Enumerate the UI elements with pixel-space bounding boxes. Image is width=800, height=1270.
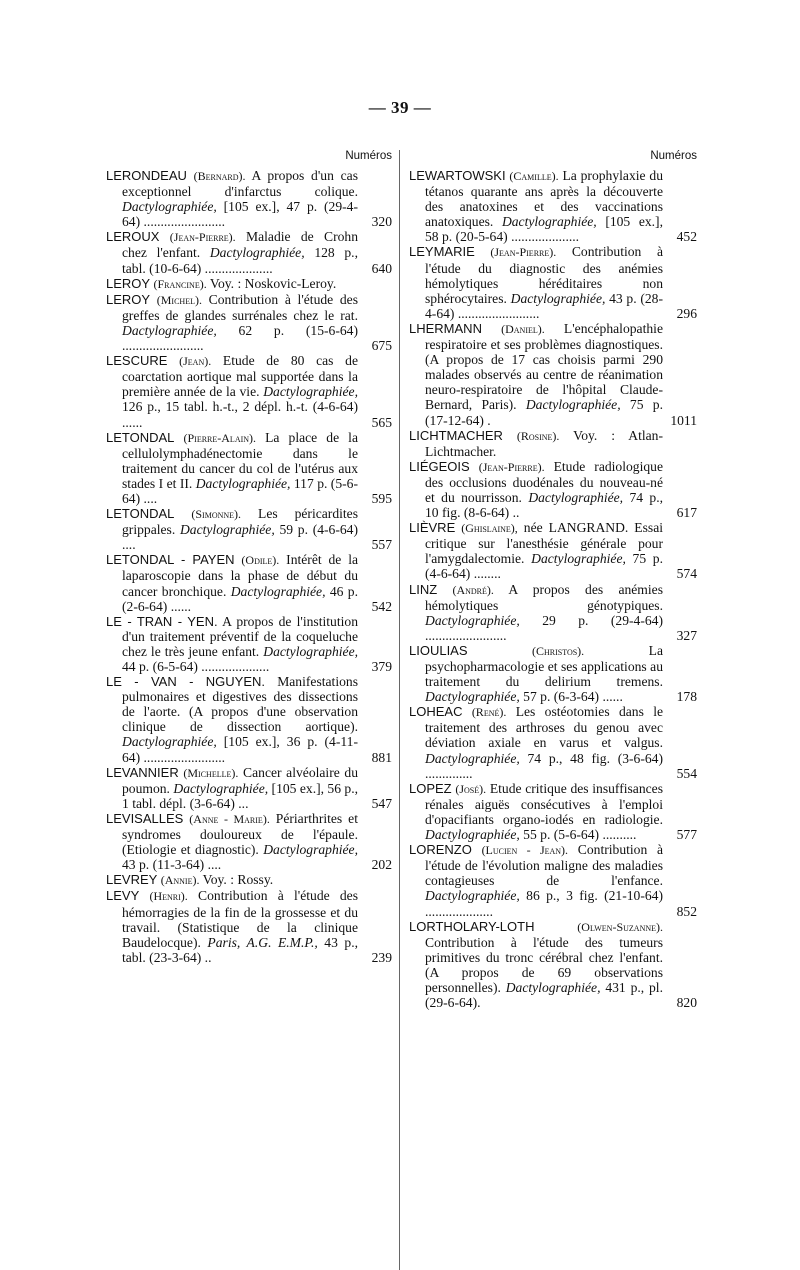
entry-given-name: (André). xyxy=(452,582,494,597)
entry-text xyxy=(409,321,663,428)
entry-author: LE - VAN - NGUYEN. xyxy=(106,674,266,690)
page-number: — 39 — xyxy=(368,98,432,117)
entry-source: Dactylographiée, xyxy=(263,643,359,659)
entry-details: 43 p., tabl. (23-3-64) .. xyxy=(122,934,359,965)
entry-author: LOPEZ xyxy=(409,780,452,796)
entry-given-name: (Olwen-Suzanne). xyxy=(577,919,663,934)
entry-given-name: (Henri). xyxy=(149,889,188,904)
catalog-entry xyxy=(106,430,392,506)
entry-number: 617 xyxy=(676,505,697,521)
entry-number: 820 xyxy=(676,995,697,1011)
entry-given-name: (Lucien - Jean). xyxy=(481,843,569,858)
entry-title: La place de la cellulolymphadénectomie dans le traitement du cancer du col de l'utérus aux stades I et II. xyxy=(122,429,358,491)
entry-given-name: (Daniel). xyxy=(501,321,545,336)
entry-source: Dactylographiée, xyxy=(263,842,358,858)
entry-title: Périarthrites et syndromes douloureux de l'épaule. (Etiologie et diagnostic). xyxy=(122,810,358,858)
entry-title: A propos d'un cas exceptionnel d'infarctus colique. xyxy=(122,168,358,200)
catalog-entry xyxy=(409,582,697,643)
entry-title: Contribution à l'étude des greffes de glandes surrénales chez le rat. xyxy=(122,291,359,323)
entry-title: Etude critique des insuffisances rénales aiguës consécutives à l'emploi d'opacifiants organo-iodés en radiologie. xyxy=(425,780,663,827)
entry-details: 43 p. (28-4-64) ........................ xyxy=(425,290,663,321)
right-column xyxy=(409,146,697,1010)
entry-author: LEYMARIE xyxy=(409,244,475,260)
entry-given-name: (Jean-Pierre). xyxy=(478,459,545,474)
entry-number: 852 xyxy=(676,903,697,919)
entry-number: 640 xyxy=(371,260,392,276)
catalog-entry xyxy=(409,842,697,918)
entry-number: 881 xyxy=(371,749,392,765)
entry-number: 595 xyxy=(371,490,392,506)
entry-title: Intérêt de la laparoscopie dans la phase de début du cancer bronchique. xyxy=(122,552,359,599)
entry-title: Voy. : Noskovic-Leroy. xyxy=(209,275,337,291)
entry-author: LINZ xyxy=(409,581,438,597)
entry-given-name: (Simonne). xyxy=(191,507,242,522)
entry-given-name: (José). xyxy=(455,781,487,796)
entry-source: Dactylographiée, xyxy=(425,750,520,766)
entry-author: LORTHOLARY-LOTH xyxy=(409,918,535,934)
catalog-entry xyxy=(409,781,697,842)
entry-source: Dactylographiée, xyxy=(505,979,601,995)
entry-title: A propos des anémies hémolytiques génotypiques. xyxy=(425,581,663,613)
catalog-entry xyxy=(106,506,392,552)
entry-source: Dactylographiée, xyxy=(528,489,624,505)
catalog-entry xyxy=(409,244,697,320)
catalog-entry xyxy=(409,321,697,428)
entry-details: 55 p. (5-6-64) .......... xyxy=(523,827,637,843)
entry-source: Dactylographiée, xyxy=(510,290,606,306)
entry-source: Dactylographiée, xyxy=(525,397,621,413)
entry-source: Dactylographiée, xyxy=(501,214,597,230)
catalog-entry xyxy=(106,888,392,964)
entry-number: 452 xyxy=(676,229,697,245)
entry-number: 675 xyxy=(371,338,392,354)
entry-source: Dactylographiée, xyxy=(230,583,326,599)
entry-title: Etude radiologique des occlusions duodénales du nouveau-né et du nourrisson. xyxy=(425,458,663,505)
entry-author: LE - TRAN - YEN. xyxy=(106,613,218,629)
entry-source: Dactylographiée, xyxy=(425,612,520,628)
entry-text xyxy=(409,643,663,704)
entry-author: LEWARTOWSKI xyxy=(409,168,506,183)
entry-title: La prophylaxie du tétanos quarante ans après la découverte des anatoxines et des vaccinations anatoxiques. xyxy=(425,168,663,230)
catalog-entry xyxy=(409,168,697,244)
entry-source: Dactylographiée, xyxy=(425,689,520,705)
entry-title: Les ostéotomies dans le traitement des arthroses du genou avec déviation axiale en varus et valgus. xyxy=(425,704,663,751)
entry-text xyxy=(409,428,663,459)
entry-text xyxy=(106,614,358,674)
entry-text xyxy=(106,292,358,353)
entry-author: LORENZO xyxy=(409,842,472,858)
entry-number: 379 xyxy=(371,659,392,674)
entry-author: LEROY xyxy=(106,275,151,291)
catalog-entry xyxy=(409,428,697,459)
entry-number: 202 xyxy=(371,857,392,873)
entry-number: 1011 xyxy=(670,412,697,428)
entry-text xyxy=(409,520,663,581)
entry-text xyxy=(106,811,358,872)
catalog-entry xyxy=(106,765,392,811)
catalog-entry xyxy=(106,168,392,229)
entry-author: LETONDAL - PAYEN xyxy=(106,552,235,568)
left-column xyxy=(106,146,392,965)
entry-given-name: (Michelle). xyxy=(183,765,239,780)
entry-number: 542 xyxy=(371,598,392,614)
entry-given-name: (Bernard). xyxy=(193,169,246,183)
entry-title: Cancer alvéolaire du poumon. xyxy=(122,764,359,796)
entry-number: 178 xyxy=(676,689,697,705)
entry-source: Dactylographiée, xyxy=(425,827,520,843)
entry-text xyxy=(106,430,358,506)
entry-source: Dactylographiée, xyxy=(122,199,217,215)
entry-given-name: (Jean-Pierre). xyxy=(490,245,557,260)
entry-title: Manifestations pulmonaires et digestives des dissections de l'aorte. (A propos d'une observation clinique de dissection aortique). xyxy=(122,674,358,735)
entry-author: LIÉGEOIS xyxy=(409,458,470,474)
entry-given-name: (René). xyxy=(471,705,507,720)
catalog-entry xyxy=(409,919,697,1011)
catalog-entry xyxy=(106,353,392,429)
catalog-entry xyxy=(106,872,392,888)
entry-author: LESCURE xyxy=(106,353,168,369)
catalog-entry xyxy=(106,674,392,765)
entry-given-name: (Ghislaine), xyxy=(461,521,518,536)
entry-text xyxy=(409,582,663,643)
numeros-header: Numéros xyxy=(345,150,392,162)
entry-title: Contribution à l'étude des hémorragies de la fin de la grossesse et du travail. (Statistique de la clinique Baudelocque). xyxy=(122,888,359,950)
entry-text xyxy=(409,842,663,918)
entry-details: 431 p., pl. (29-6-64). xyxy=(425,979,663,1011)
entry-details: 44 p. (6-5-64) .................... xyxy=(122,659,270,674)
entry-title: Contribution à l'étude des tumeurs primitives du tronc cérébral chez l'enfant. (A propos de 69 observations personnelles). xyxy=(425,934,663,995)
entry-source: Dactylographiée, xyxy=(173,780,269,796)
entry-source: Paris, A.G. E.M.P., xyxy=(207,934,318,950)
catalog-entry xyxy=(106,292,392,353)
entry-source: Dactylographiée, xyxy=(195,475,291,491)
entry-number: 239 xyxy=(371,949,392,965)
entry-given-name: (Odile). xyxy=(241,553,280,568)
column-divider xyxy=(399,150,400,1270)
entry-text xyxy=(106,765,358,811)
entry-given-name: (Michel). xyxy=(156,292,202,307)
entry-number: 557 xyxy=(371,537,392,553)
entry-text xyxy=(106,888,358,964)
entry-details: 117 p. (5-6-64) .... xyxy=(122,475,358,506)
entry-number: 327 xyxy=(676,627,697,643)
catalog-entry xyxy=(106,552,392,613)
entry-text xyxy=(409,168,663,244)
entry-details: 46 p. (2-6-64) ...... xyxy=(122,583,358,614)
entry-details: 128 p., tabl. (10-6-64) .................... xyxy=(122,245,358,276)
entry-details: 62 p. (15-6-64) ........................ xyxy=(122,322,358,354)
entry-source: Dactylographiée, xyxy=(425,888,520,904)
entry-text xyxy=(106,506,358,552)
entry-given-name: (Christos). xyxy=(531,643,585,658)
entry-title: A propos de l'institution d'un traitement préventif de la coqueluche chez le très jeune enfant. xyxy=(122,613,358,659)
entry-text xyxy=(409,459,663,520)
entry-author: LEVANNIER xyxy=(106,764,179,780)
entry-text xyxy=(106,872,358,888)
entry-source: Dactylographiée, xyxy=(122,734,217,750)
entry-source: Dactylographiée, xyxy=(209,245,305,261)
entry-details: 86 p., 3 fig. (21-10-64) .................... xyxy=(425,888,663,919)
entry-author: LERONDEAU xyxy=(106,168,187,183)
entry-details: [105 ex.], 47 p. (29-4-64) ........................ xyxy=(122,199,358,230)
entry-details: 43 p. (11-3-64) .... xyxy=(122,857,222,873)
entry-given-name: (Pierre-Alain). xyxy=(183,430,257,445)
entry-given-name: (Anne - Marie). xyxy=(189,811,270,826)
entry-title: Voy. : Atlan-Lichtmacher. xyxy=(425,427,663,459)
entry-author: LHERMANN xyxy=(409,320,482,336)
entry-number: 577 xyxy=(676,827,697,843)
catalog-entry xyxy=(409,459,697,520)
entry-source: Dactylographiée, xyxy=(263,384,358,400)
entry-details: 57 p. (6-3-64) ...... xyxy=(523,689,623,705)
entry-title: Contribution à l'étude du diagnostic des anémies hémolytiques héréditaires non sphérocytaires. xyxy=(425,244,663,306)
entry-details: 75 p. (17-12-64) . xyxy=(425,397,663,428)
entry-source: Dactylographiée, xyxy=(122,322,217,338)
catalog-entry xyxy=(409,643,697,704)
entry-details: 74 p., 10 fig. (8-6-64) .. xyxy=(425,489,664,521)
entry-details: 29 p. (29-4-64) ........................ xyxy=(425,612,663,643)
entry-number: 296 xyxy=(676,305,697,321)
entry-title: née LANGRAND. Essai critique sur l'anesthésie générale pour l'amygdalectomie. xyxy=(425,520,664,567)
entry-number: 565 xyxy=(371,414,392,430)
entry-title: Voy. : Rossy. xyxy=(202,872,274,888)
entry-author: LIOULIAS xyxy=(409,642,468,658)
entry-details: [105 ex.], 56 p., 1 tabl. dépl. (3-6-64) ... xyxy=(122,780,359,811)
entry-number: 554 xyxy=(676,765,697,781)
entry-details: [105 ex.], 36 p. (4-11-64) ........................ xyxy=(122,734,358,765)
entry-given-name: (Jean). xyxy=(179,354,212,369)
catalog-entry xyxy=(106,276,392,292)
entry-title: La psychopharmacologie et ses applications au traitement du delirium tremens. xyxy=(425,642,663,690)
entry-text xyxy=(106,229,358,275)
entry-details: 126 p., 15 tabl. h.-t., 2 dépl. h.-t. (4-6-64) ...... xyxy=(122,399,358,430)
entry-author: LETONDAL xyxy=(106,506,175,522)
entry-text xyxy=(106,552,358,613)
entry-author: LIÈVRE xyxy=(409,520,456,536)
entry-text xyxy=(106,168,358,229)
entry-given-name: (Annie). xyxy=(160,873,200,888)
entry-details: 59 p. (4-6-64) .... xyxy=(122,522,358,553)
entry-text xyxy=(106,353,358,429)
entry-title: L'encéphalopathie respiratoire et ses problèmes diagnostiques. (A propos de 17 cas choisis parmi 290 malades observés au centre de réanimation neuro-respiratoire de l'hôpital Claude-Bernard, Paris). xyxy=(425,320,663,413)
entry-author: LETONDAL xyxy=(106,429,175,445)
catalog-entry xyxy=(106,229,392,275)
numeros-header: Numéros xyxy=(650,150,697,162)
catalog-entry xyxy=(106,811,392,872)
entry-text xyxy=(409,919,663,1011)
entry-author: LOHEAC xyxy=(409,704,463,720)
entry-details: 74 p., 48 fig. (3-6-64) .............. xyxy=(425,750,663,781)
entry-text xyxy=(409,704,663,780)
entry-given-name: (Rosine). xyxy=(516,428,560,443)
entry-number: 547 xyxy=(371,795,392,811)
entry-title: Les péricardites grippales. xyxy=(122,506,359,538)
entry-author: LICHTMACHER xyxy=(409,427,503,443)
entry-title: Maladie de Crohn chez l'enfant. xyxy=(122,229,359,261)
entry-title: Contribution à l'étude de l'évolution maligne des maladies contagieuses de l'enfance. xyxy=(425,842,664,889)
entry-number: 574 xyxy=(676,566,697,582)
catalog-entry xyxy=(409,704,697,780)
entry-text xyxy=(409,781,663,842)
entry-number: 320 xyxy=(371,214,392,230)
entry-text xyxy=(409,244,663,320)
entry-given-name: (Francine). xyxy=(153,276,207,291)
entry-source: Dactylographiée, xyxy=(179,522,275,538)
entry-author: LEVISALLES xyxy=(106,810,184,826)
catalog-entry xyxy=(409,520,697,581)
entry-details: 75 p. (4-6-64) ........ xyxy=(425,551,663,582)
entry-author: LEVY xyxy=(106,888,140,904)
entry-author: LEROUX xyxy=(106,229,160,245)
entry-source: Dactylographiée, xyxy=(531,551,626,567)
entry-title: Etude de 80 cas de coarctation aortique mal supportée dans la première année de la vie. xyxy=(122,353,358,400)
entry-author: LEVREY xyxy=(106,872,158,888)
entry-given-name: (Jean-Pierre). xyxy=(169,230,236,245)
catalog-entry xyxy=(106,614,392,674)
entry-author: LEROY xyxy=(106,291,151,307)
entry-text xyxy=(106,674,358,765)
entry-given-name: (Camille). xyxy=(509,169,559,183)
entry-details: [105 ex.], 58 p. (20-5-64) .................... xyxy=(425,214,663,245)
entry-text xyxy=(106,276,358,292)
